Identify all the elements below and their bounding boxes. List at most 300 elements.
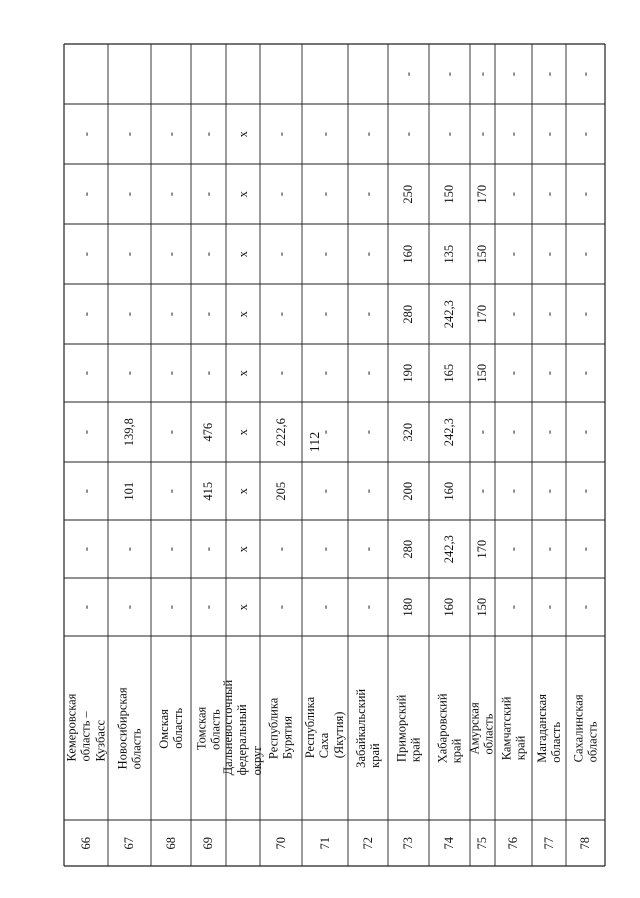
value-cell [429,44,470,104]
value-cell-text: - [78,131,93,137]
value-cell [388,44,429,104]
value-cell [260,520,302,578]
row-name-text: Республика Саха (Якутия) [303,697,347,759]
row-number [470,820,495,866]
row-name-text: Хабаровский край [435,693,464,763]
value-cell-text: - [201,131,216,137]
value-cell-text: - [201,604,216,610]
value-cell-text: - [317,488,332,494]
value-cell [495,164,532,224]
value-cell-text: 222,6 [273,417,288,447]
value-cell-text: - [78,370,93,376]
value-cell-text: 250 [401,184,416,204]
value-cell-text: - [163,251,178,257]
value-cell-text: 170 [475,539,490,559]
value-cell-text: 160 [401,244,416,264]
value-cell-text: - [578,429,593,435]
value-cell [108,462,151,520]
value-cell-text: 242,3 [442,534,457,564]
value-cell-text: 320 [401,422,416,442]
value-cell [151,284,191,344]
value-cell-text: - [578,71,593,77]
value-cell [495,104,532,164]
value-cell [226,462,260,520]
row-name [64,636,108,820]
value-cell-text: - [506,71,521,77]
value-cell [470,284,495,344]
value-cell [302,578,348,636]
value-cell [64,344,108,402]
value-cell-text: 242,3 [442,299,457,329]
row-name-text: Забайкальский край [353,688,383,768]
value-cell [429,344,470,402]
row-number [566,820,605,866]
value-cell [108,284,151,344]
value-cell [532,224,566,284]
value-cell [532,462,566,520]
value-cell-text: - [506,131,521,137]
value-cell-text: - [317,370,332,376]
value-cell [348,284,388,344]
value-cell [108,344,151,402]
value-cell [495,44,532,104]
value-cell-text: - [541,71,556,77]
value-cell [470,164,495,224]
row-number [388,820,429,866]
value-cell-text: - [273,311,288,317]
value-cell [388,284,429,344]
value-cell [495,224,532,284]
value-cell [64,578,108,636]
value-cell [429,402,470,462]
value-cell [532,402,566,462]
row-number-text: 72 [360,836,375,850]
row-number-text: 75 [475,836,490,850]
value-cell-text: - [163,546,178,552]
value-cell [64,104,108,164]
row-name [151,636,191,820]
row-name [470,636,495,820]
value-cell [191,344,226,402]
value-cell-text: 280 [401,539,416,559]
row-name-text: Сахалинская область [571,694,600,762]
value-cell-text: - [578,488,593,494]
value-cell-text: 476 [201,422,216,442]
value-cell [566,104,605,164]
value-cell-text: - [273,370,288,376]
value-cell-text: x [235,428,250,436]
value-cell [151,104,191,164]
row-number-text: 74 [442,836,457,850]
value-cell [470,344,495,402]
value-cell [348,344,388,402]
value-cell-text: - [541,131,556,137]
value-cell [470,224,495,284]
value-cell-text: - [442,71,457,77]
row-number [191,820,226,866]
row-name-text: Республика Бурятия [266,697,296,759]
value-cell [191,164,226,224]
row-number [151,820,191,866]
value-cell-text: - [201,370,216,376]
value-cell [495,284,532,344]
value-cell [302,462,348,520]
value-cell-text: - [578,191,593,197]
value-cell-text: 150 [442,184,457,204]
value-cell [566,284,605,344]
row-number-text: 66 [78,836,93,850]
row-name-text: Дальневосточный федеральный округ [221,680,265,776]
value-cell-text: - [442,131,457,137]
value-cell [348,164,388,224]
value-cell-text: - [541,251,556,257]
value-cell [495,520,532,578]
value-cell-text: - [163,604,178,610]
value-cell-text: - [78,546,93,552]
value-cell [226,284,260,344]
value-cell-text: - [273,251,288,257]
value-cell-text: - [541,546,556,552]
value-cell [532,44,566,104]
value-cell-text: - [78,604,93,610]
value-cell-text: - [475,488,490,494]
value-cell [470,462,495,520]
value-cell [532,520,566,578]
value-cell-text: 170 [475,184,490,204]
row-name [302,636,348,820]
value-cell [302,104,348,164]
value-cell-text: - [506,191,521,197]
value-cell [64,462,108,520]
value-cell [302,224,348,284]
value-cell-text: - [578,546,593,552]
value-cell [64,224,108,284]
value-cell-text: - [78,311,93,317]
row-number-text: 73 [401,836,416,850]
value-cell-text: - [317,604,332,610]
value-cell-text: - [541,191,556,197]
value-cell [302,284,348,344]
row-number-text: 69 [201,836,216,850]
value-cell [260,104,302,164]
value-cell-text: x [235,487,250,495]
value-cell [388,402,429,462]
value-cell-text: - [360,546,375,552]
row-number [226,820,260,866]
value-cell [302,520,348,578]
value-cell [470,104,495,164]
value-cell-text: 205 [273,481,288,501]
value-cell-text: - [541,488,556,494]
value-cell [226,344,260,402]
value-cell-text: - [163,131,178,137]
value-cell-text: - [506,429,521,435]
value-cell-text: - [506,604,521,610]
value-cell [226,520,260,578]
value-cell-text: - [506,546,521,552]
value-cell-text: 180 [401,597,416,617]
value-cell [470,402,495,462]
row-name-text: Магаданская область [534,693,564,763]
value-cell [348,578,388,636]
value-cell-text: - [506,311,521,317]
value-cell-text: - [360,191,375,197]
value-cell [348,520,388,578]
row-name [566,636,605,820]
value-cell-text: 280 [401,304,416,324]
row-number-text: 68 [163,836,178,850]
value-cell-text: 415 [201,481,216,501]
value-cell [226,402,260,462]
value-cell-text: - [360,370,375,376]
row-number-text: 67 [122,836,137,850]
value-cell [260,224,302,284]
value-cell-text: 170 [475,304,490,324]
value-cell-text: x [235,545,250,553]
value-cell-text: - [122,131,137,137]
row-name [532,636,566,820]
value-cell [495,344,532,402]
value-cell [388,164,429,224]
value-cell-text: - [317,311,332,317]
row-number [348,820,388,866]
value-cell [191,224,226,284]
value-cell [429,578,470,636]
value-cell [566,402,605,462]
value-cell [348,224,388,284]
value-cell-text: - [122,546,137,552]
value-cell [495,462,532,520]
value-cell-text: - [506,251,521,257]
value-cell [108,224,151,284]
value-cell-text: x [235,603,250,611]
row-name-text: Камчатский край [499,696,528,760]
value-cell [108,104,151,164]
value-cell-text: 160 [442,481,457,501]
value-cell-text: - [201,191,216,197]
value-cell-text: - [360,131,375,137]
value-cell [151,344,191,402]
row-number [108,820,151,866]
value-cell-text: - [317,429,332,435]
value-cell [191,402,226,462]
row-number [532,820,566,866]
value-cell [260,578,302,636]
value-cell [429,104,470,164]
value-cell-text: x [235,130,250,138]
value-cell [108,520,151,578]
value-cell [260,462,302,520]
value-cell [64,164,108,224]
value-cell [348,104,388,164]
value-cell-text: 242,3 [442,417,457,447]
value-cell-text: - [360,488,375,494]
value-cell [532,578,566,636]
row-number [429,820,470,866]
value-cell-text: - [78,429,93,435]
value-cell [191,520,226,578]
value-cell [566,164,605,224]
value-cell [566,224,605,284]
value-cell [470,520,495,578]
value-cell-text: - [163,191,178,197]
row-name [348,636,388,820]
value-cell [532,344,566,402]
value-cell [260,284,302,344]
value-cell [226,164,260,224]
value-cell [191,578,226,636]
value-cell [566,520,605,578]
value-cell-text: - [122,191,137,197]
value-cell-text: 200 [401,481,416,501]
value-cell-text: - [541,429,556,435]
value-cell-text: - [578,604,593,610]
value-cell [260,344,302,402]
value-cell-text: - [317,191,332,197]
value-cell [151,402,191,462]
value-cell-text: - [401,131,416,137]
value-cell-text: - [78,488,93,494]
row-name [388,636,429,820]
value-cell-text: - [122,251,137,257]
row-name-text: Кемеровская область – Кузбасс [64,694,108,762]
value-cell-text: x [235,190,250,198]
value-cell [226,578,260,636]
value-cell [566,44,605,104]
value-cell-text: 165 [442,363,457,383]
value-cell-text: - [317,546,332,552]
value-cell-text: - [541,370,556,376]
value-cell [302,164,348,224]
row-number-text: 76 [506,836,521,850]
value-cell-text: - [122,604,137,610]
value-cell [532,104,566,164]
value-cell [388,462,429,520]
value-cell [64,520,108,578]
value-cell [566,344,605,402]
value-cell [388,224,429,284]
value-cell [151,164,191,224]
value-cell-text: - [163,429,178,435]
row-number [260,820,302,866]
value-cell-text: 150 [475,244,490,264]
value-cell [388,520,429,578]
row-number [64,820,108,866]
value-cell [470,578,495,636]
value-cell [260,402,302,462]
value-cell-text: - [201,251,216,257]
value-cell [151,462,191,520]
value-cell-text: x [235,250,250,258]
value-cell-text: - [163,311,178,317]
value-cell-text: - [122,311,137,317]
row-name-text: Новосибирская область [115,687,144,769]
value-cell [191,104,226,164]
value-cell-text: - [578,131,593,137]
value-cell [388,344,429,402]
value-cell-text: - [541,311,556,317]
value-cell-text: - [578,251,593,257]
value-cell-text: - [401,71,416,77]
value-cell-text: 101 [122,481,137,501]
value-cell-text: - [360,311,375,317]
row-name [108,636,151,820]
value-cell [108,578,151,636]
value-cell [532,284,566,344]
value-cell-text: x [235,310,250,318]
value-cell [566,462,605,520]
value-cell-text: - [273,191,288,197]
value-cell-text: - [273,546,288,552]
row-number-text: 70 [273,836,288,850]
value-cell-text: - [506,488,521,494]
value-cell [495,578,532,636]
row-name-text: Амурская область [468,701,497,755]
value-cell [191,462,226,520]
value-cell [260,164,302,224]
value-cell-text: - [201,311,216,317]
value-cell-text: - [475,131,490,137]
value-cell [151,578,191,636]
value-cell [302,402,348,462]
value-cell [108,164,151,224]
value-cell [151,224,191,284]
value-cell-text: 150 [475,597,490,617]
row-name [495,636,532,820]
value-cell-text: - [578,370,593,376]
value-cell-text: - [317,131,332,137]
value-cell-text: - [78,251,93,257]
row-name [221,636,265,820]
value-cell [348,402,388,462]
value-cell [108,402,151,462]
value-cell [348,462,388,520]
value-cell [429,224,470,284]
row-number [495,820,532,866]
value-cell-text: - [78,191,93,197]
row-name-text: Томская область [194,706,223,750]
value-cell [429,462,470,520]
page-number: 112 [308,431,323,453]
value-cell [429,520,470,578]
value-cell-text: - [360,604,375,610]
value-cell-text: - [360,429,375,435]
row-name [260,636,302,820]
row-number-text: 78 [578,836,593,850]
value-cell [532,164,566,224]
value-cell-text: - [122,370,137,376]
value-cell-text: - [578,311,593,317]
value-cell [64,284,108,344]
value-cell [151,520,191,578]
value-cell-text: - [163,488,178,494]
value-cell-text: - [273,604,288,610]
value-cell [226,104,260,164]
value-cell-text: 139,8 [122,417,137,447]
value-cell-text: - [201,546,216,552]
value-cell [64,402,108,462]
value-cell-text: 135 [442,244,457,264]
value-cell [191,284,226,344]
value-cell [566,578,605,636]
value-cell [429,164,470,224]
value-cell-text: - [506,370,521,376]
value-cell [429,284,470,344]
row-number-text: 71 [317,836,332,850]
row-name-text: Омская область [156,707,186,749]
row-number-text: 77 [541,836,556,850]
value-cell [470,44,495,104]
